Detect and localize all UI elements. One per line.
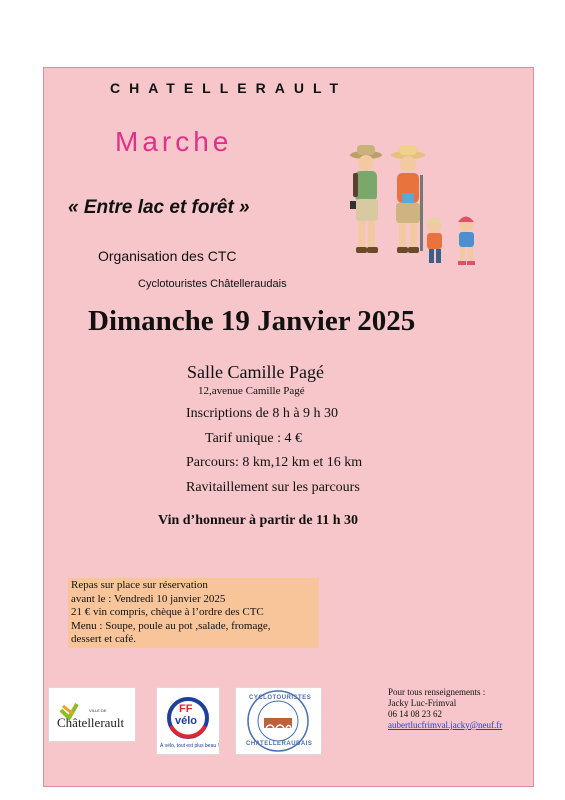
ctc-bottom-text: CHATELLERAUDAIS (246, 741, 313, 747)
ctc-logo (235, 687, 322, 755)
ctc-top-text: CYCLOTOURISTES (249, 695, 312, 701)
venue-name: Salle Camille Pagé (187, 362, 324, 382)
club-name: Cyclotouristes Châtelleraudais (138, 278, 287, 290)
event-title: Marche (115, 126, 233, 157)
organisation-text: Organisation des CTC (98, 248, 237, 264)
hikers-illustration (346, 143, 488, 270)
contact-phone: 06 14 08 23 62 (388, 709, 442, 719)
contact-name: Jacky Luc-Frimval (388, 698, 457, 708)
ravitaillement-text: Ravitaillement sur les parcours (186, 480, 360, 495)
venue-address: 12,avenue Camille Pagé (198, 385, 305, 397)
contact-block (388, 687, 502, 731)
vin-honneur-text: Vin d’honneur à partir de 11 h 30 (158, 513, 359, 528)
repas-line: avant le : Vendredi 10 janvier 2025 (71, 592, 226, 605)
ffvelo-logo (156, 687, 220, 755)
tarif-text: Tarif unique : 4 € (205, 431, 302, 446)
repas-line: Menu : Soupe, poule au pot ,salade, fromage, (71, 619, 271, 632)
city-title: CHATELLERAULT (110, 80, 348, 96)
parcours-text: Parcours: 8 km,12 km et 16 km (186, 455, 363, 470)
repas-line: dessert et café. (71, 633, 137, 645)
repas-line: 21 € vin compris, chèque à l’ordre des CTC (71, 606, 264, 618)
repas-line: Repas sur place sur réservation (71, 579, 208, 591)
repas-box (68, 578, 319, 648)
inscriptions-text: Inscriptions de 8 h à 9 h 30 (186, 406, 339, 421)
ville-chatellerault-logo (48, 687, 136, 742)
contact-email-link[interactable]: aubertlucfrimval.jacky@neuf.fr (388, 720, 503, 730)
ffvelo-velo: vélo (175, 715, 198, 727)
ffvelo-tagline: À vélo, tout est plus beau ! (160, 743, 219, 749)
event-subtitle: « Entre lac et forêt » (68, 197, 250, 218)
event-date: Dimanche 19 Janvier 2025 (88, 305, 416, 337)
ville-prefix: VILLE DE (89, 708, 107, 713)
ville-name: Châtellerault (57, 715, 125, 730)
contact-heading: Pour tous renseignements : (388, 687, 486, 697)
ffvelo-ff: FF (179, 703, 193, 715)
